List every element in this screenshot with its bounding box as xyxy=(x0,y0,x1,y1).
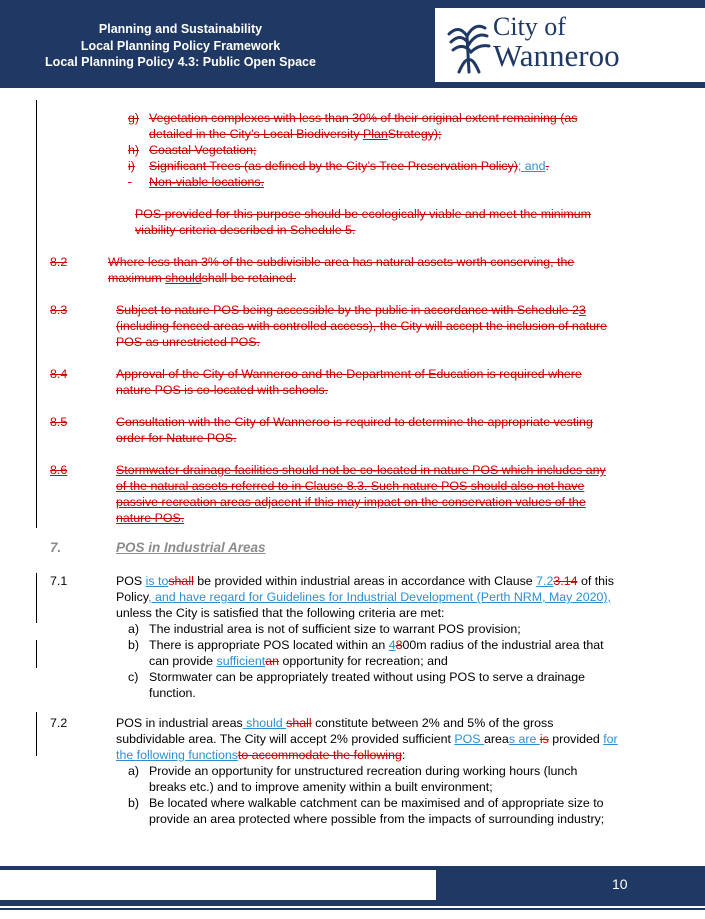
section-number: 7. xyxy=(50,540,62,555)
clause-text: subdividable area. The City will accept 2% provided sufficient POS areas are is provided for xyxy=(116,732,618,746)
list-item-text: There is appropriate POS located within an 4800m radius of the industrial area that xyxy=(149,638,604,652)
clause-text: unless the City is satisfied that the following criteria are met: xyxy=(116,606,445,620)
change-bar xyxy=(36,100,37,528)
list-item-text: Coastal Vegetation; xyxy=(149,143,257,157)
list-item-text: Vegetation complexes with less than 30% of their original extent remaining (as xyxy=(149,111,578,125)
list-item-text: provide an area protected where possible from the impacts of surrounding industry; xyxy=(149,812,605,826)
list-item-text: function. xyxy=(149,686,196,700)
list-item-text: Non-viable locations. xyxy=(149,175,265,189)
header-line-2: Local Planning Policy Framework xyxy=(80,38,281,53)
list-item-marker: a) xyxy=(128,622,140,636)
change-bar xyxy=(36,640,37,668)
clause-text: the following functionsto accommodate the following: xyxy=(116,748,406,762)
clause-text: Policy, and have regard for Guidelines for Industrial Development (Perth NRM, May 2020), xyxy=(116,590,611,604)
clause-number: 8.6 xyxy=(50,463,68,477)
list-item-text: breaks etc.) and to improve amenity within a built environment; xyxy=(149,780,493,794)
section-title: POS in Industrial Areas xyxy=(116,540,266,555)
header-title-block xyxy=(8,21,353,71)
clause-text: (including fenced areas with controlled access), the City will accept the inclusion of nature xyxy=(116,319,608,333)
clause-text: of the natural assets referred to in Clause 8.3. Such nature POS should also not have xyxy=(116,479,585,493)
list-item-marker: h) xyxy=(128,143,140,157)
clause-text: Stormwater drainage facilities should not be co-located in nature POS which includes any xyxy=(116,463,606,477)
list-item-marker xyxy=(128,174,149,190)
clause-number: 7.2 xyxy=(50,716,68,730)
footer-panel xyxy=(0,870,436,900)
clause-text: nature POS is co-located with schools. xyxy=(116,383,329,397)
list-item-marker: c) xyxy=(128,670,139,684)
footer-rule xyxy=(0,908,705,910)
clause-text: order for Nature POS. xyxy=(116,431,237,445)
city-logo xyxy=(435,8,705,82)
logo-wanneroo-text: Wanneroo xyxy=(493,38,620,73)
clause-number: 7.1 xyxy=(50,574,68,588)
clause-text: passive recreation areas adjacent if this may impact on the conservation values of the xyxy=(116,495,586,509)
list-item-text: Provide an opportunity for unstructured recreation during working hours (lunch xyxy=(149,764,578,778)
paragraph: viability criteria described in Schedule 5. xyxy=(135,223,356,237)
list-item-marker: b) xyxy=(128,796,140,810)
logo-city-text: City of xyxy=(493,12,566,41)
clause-text: nature POS. xyxy=(116,511,185,525)
clause-number: 8.4 xyxy=(50,367,68,381)
clause-number: 8.5 xyxy=(50,415,68,429)
wanneroo-emblem-icon xyxy=(445,14,491,74)
change-bar xyxy=(36,573,37,623)
clause-number: 8.2 xyxy=(50,255,68,269)
change-bar xyxy=(36,712,37,756)
clause-text: Consultation with the City of Wanneroo is required to determine the appropriate vesting xyxy=(116,415,593,429)
clause-text: POS is toshall be provided within industrial areas in accordance with Clause 7.23.14 of this xyxy=(116,574,615,588)
clause-text: POS in industrial areas should shall constitute between 2% and 5% of the gross xyxy=(116,716,554,730)
list-item-marker: b) xyxy=(128,638,140,652)
clause-text: maximum shouldshall be retained. xyxy=(108,271,297,285)
clause-number: 8.3 xyxy=(50,303,68,317)
page-number: 10 xyxy=(612,876,628,892)
clause-text: Approval of the City of Wanneroo and the Department of Education is required where xyxy=(116,367,582,381)
paragraph: POS provided for this purpose should be ecologically viable and meet the minimum xyxy=(135,207,591,221)
list-item-marker: g) xyxy=(128,111,140,125)
clause-text: Subject to nature POS being accessible by the public in accordance with Schedule 23 xyxy=(116,303,586,317)
list-item-text: can provide sufficientan opportunity for recreation; and xyxy=(149,654,448,668)
list-item-marker: i) xyxy=(128,159,135,173)
header-line-3: Local Planning Policy 4.3: Public Open Space xyxy=(45,55,316,69)
list-item-text: Significant Trees (as defined by the City’s Tree Preservation Policy); and. xyxy=(149,159,549,173)
clause-text: POS as unrestricted POS. xyxy=(116,335,260,349)
list-item-text: detailed in the City’s Local Biodiversity PlanStrategy); xyxy=(149,127,442,141)
list-item-marker: a) xyxy=(128,764,140,778)
clause-text: Where less than 3% of the subdivisible area has natural assets worth conserving, the xyxy=(108,255,575,269)
list-item-text: Stormwater can be appropriately treated without using POS to serve a drainage xyxy=(149,670,585,684)
list-item-text: Be located where walkable catchment can be maximised and of appropriate size to xyxy=(149,796,604,810)
list-item-text: The industrial area is not of sufficient size to warrant POS provision; xyxy=(149,622,521,636)
header-line-1: Planning and Sustainability xyxy=(98,22,263,36)
page-header xyxy=(0,0,705,88)
